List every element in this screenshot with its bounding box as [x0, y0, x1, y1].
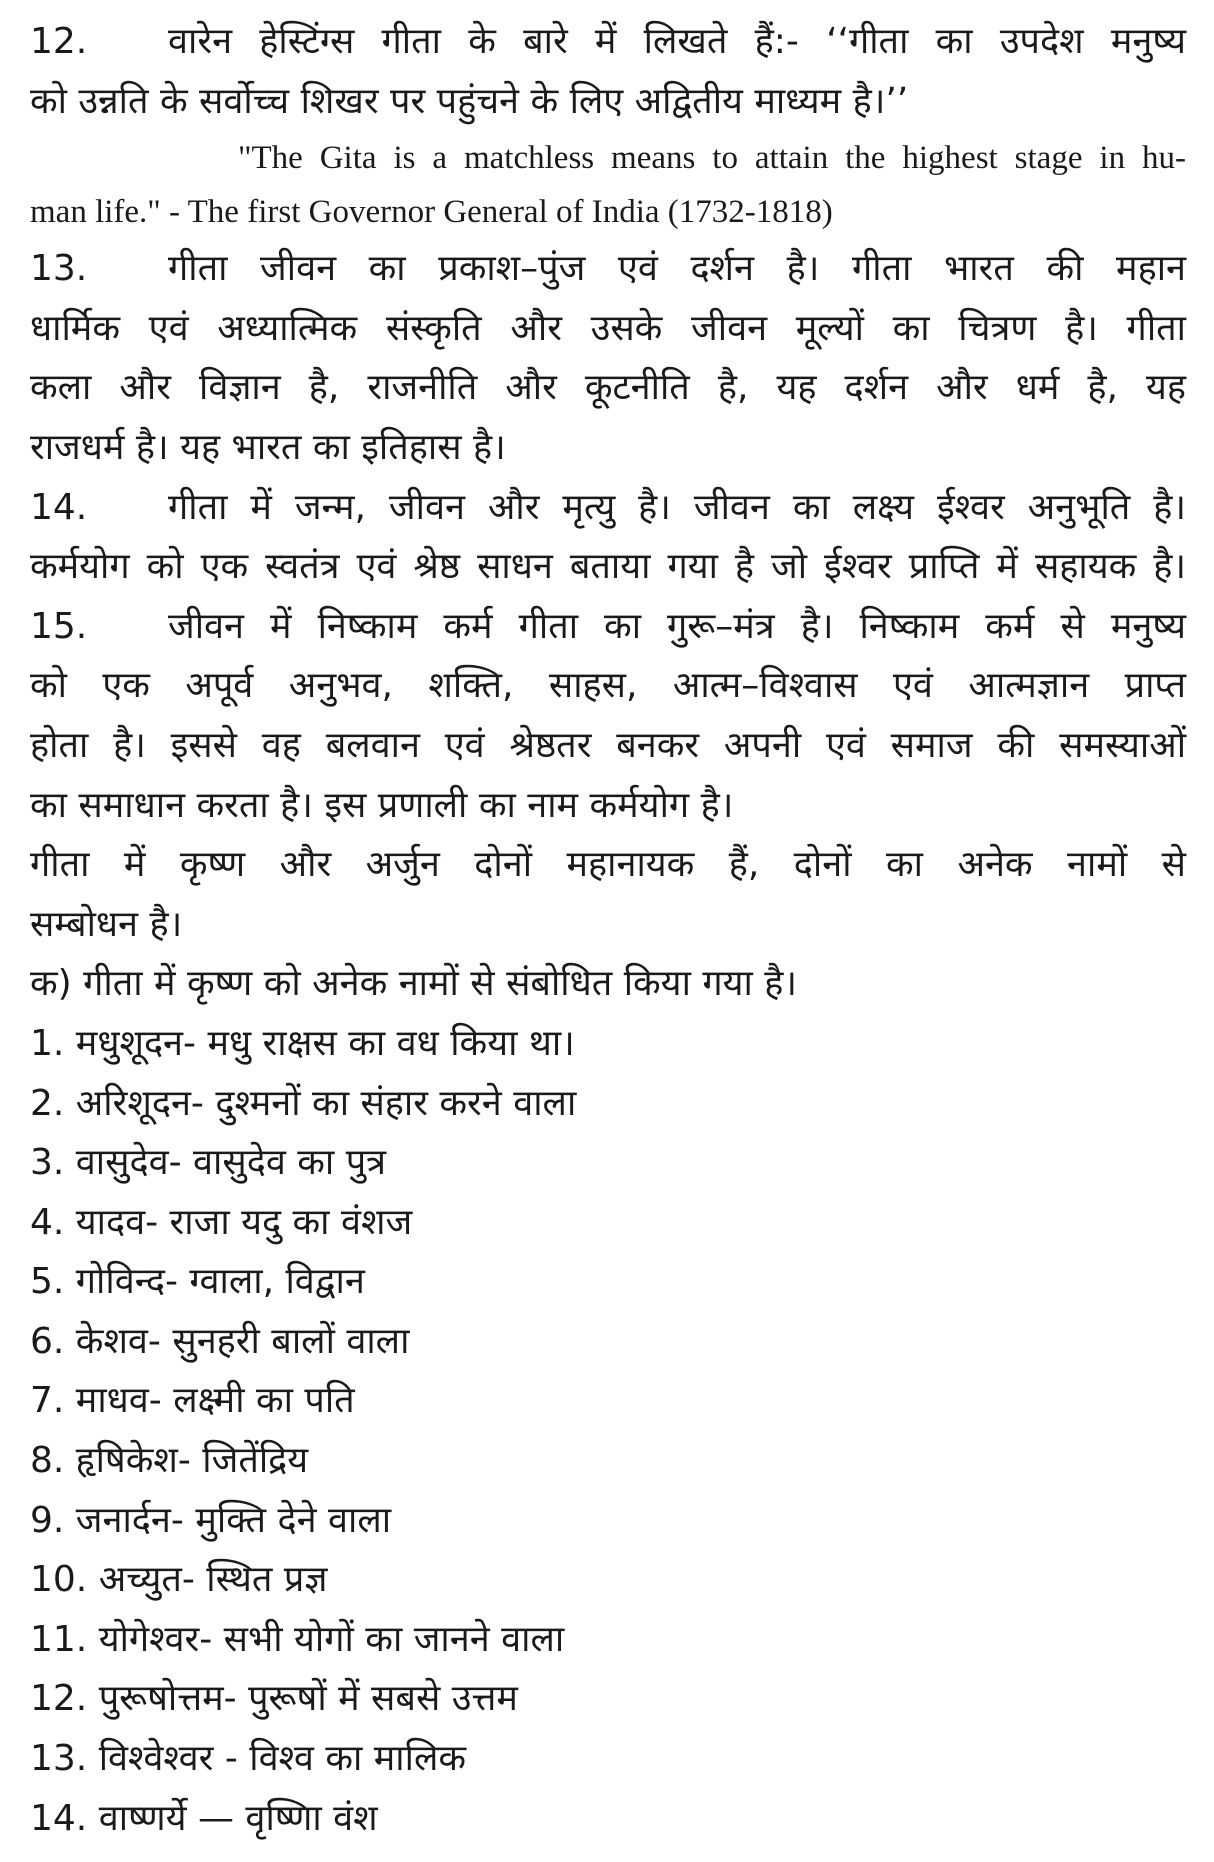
list-item: 8. हृषिकेश- जितेंद्रिय — [30, 1440, 309, 1482]
paragraph-number: 15. — [30, 605, 88, 647]
paragraph-number: 14. — [30, 486, 88, 528]
names-list — [30, 1014, 1186, 1848]
english-quote-line-2: man life." - The first Governor General of India (1732-1818) — [30, 194, 833, 231]
section-heading: क) गीता में कृष्ण को अनेक नामों से संबोधित किया गया है। — [30, 963, 798, 1005]
text: जीवन में निष्काम कर्म गीता का गुरू–मंत्र है। निष्काम कर्म से मनुष्य — [168, 605, 1186, 647]
list-item: 5. गोविन्द- ग्वाला, विद्वान — [30, 1261, 365, 1303]
paragraph-number: 13. — [30, 248, 88, 290]
text: वारेन हेस्टिंग्स गीता के बारे में लिखते हैं:- ‘‘गीता का उपदेश मनुष्य — [168, 21, 1186, 62]
paragraph-15-line-4: का समाधान करता है। इस प्रणाली का नाम कर्मयोग है। — [30, 784, 734, 826]
text: गीता जीवन का प्रकाश–पुंज एवं दर्शन है। गीता भारत की महान — [168, 248, 1186, 290]
intro-line-2: सम्बोधन है। — [30, 903, 183, 945]
list-item: 3. वासुदेव- वासुदेव का पुत्र — [30, 1142, 387, 1184]
paragraph-number: 12. — [30, 21, 88, 62]
paragraph-15-line-1 — [30, 597, 1186, 657]
paragraph-13-line-3: कला और विज्ञान है, राजनीति और कूटनीति है, यह दर्शन और धर्म है, यह — [30, 367, 1186, 409]
list-item: 2. अरिशूदन- दुश्मनों का संहार करने वाला — [30, 1082, 577, 1124]
paragraph-12-line-1 — [30, 12, 1186, 72]
list-item: 10. अच्युत- स्थित प्रज्ञ — [30, 1559, 328, 1601]
paragraph-12-line-2: को उन्नति के सर्वोच्च शिखर पर पहुंचने के लिए अद्वितीय माध्यम है।’’ — [30, 80, 909, 122]
list-item: 14. वाष्णर्ये — वृष्णिा वंश — [30, 1797, 378, 1839]
list-item: 12. पुरूषोत्तम- पुरूषों में सबसे उत्तम — [30, 1678, 518, 1720]
paragraph-14-line-2: कर्मयोग को एक स्वतंत्र एवं श्रेष्ठ साधन बताया गया है जो ईश्वर प्राप्ति में सहायक है। — [30, 546, 1186, 588]
text: गीता में जन्म, जीवन और मृत्यु है। जीवन का लक्ष्य ईश्वर अनुभूति है। — [168, 486, 1186, 528]
paragraph-15-line-3: होता है। इससे वह बलवान एवं श्रेष्ठतर बनकर अपनी एवं समाज की समस्याओं — [30, 724, 1186, 766]
paragraph-13-line-1 — [30, 239, 1186, 299]
english-quote-line-1: "The Gita is a matchless means to attain the highest stage in hu- — [238, 140, 1186, 177]
paragraph-14-line-1 — [30, 478, 1186, 538]
list-item: 4. यादव- राजा यदु का वंशज — [30, 1201, 413, 1243]
list-item: 9. जनार्दन- मुक्ति देने वाला — [30, 1499, 392, 1541]
list-item: 13. विश्वेश्वर - विश्व का मालिक — [30, 1738, 467, 1780]
paragraph-15-line-2: को एक अपूर्व अनुभव, शक्ति, साहस, आत्म–विश्वास एवं आत्मज्ञान प्राप्त — [30, 665, 1186, 707]
list-item: 1. मधुशूदन- मधु राक्षस का वध किया था। — [30, 1022, 575, 1064]
list-item: 6. केशव- सुनहरी बालों वाला — [30, 1320, 410, 1362]
list-item: 11. योगेश्वर- सभी योगों का जानने वाला — [30, 1618, 565, 1660]
paragraph-13-line-2: धार्मिक एवं अध्यात्मिक संस्कृति और उसके जीवन मूल्यों का चित्रण है। गीता — [30, 307, 1186, 349]
paragraph-13-line-4: राजधर्म है। यह भारत का इतिहास है। — [30, 426, 506, 468]
list-item: 7. माधव- लक्ष्मी का पति — [30, 1380, 355, 1422]
intro-line-1: गीता में कृष्ण और अर्जुन दोनों महानायक हैं, दोनों का अनेक नामों से — [30, 844, 1186, 886]
